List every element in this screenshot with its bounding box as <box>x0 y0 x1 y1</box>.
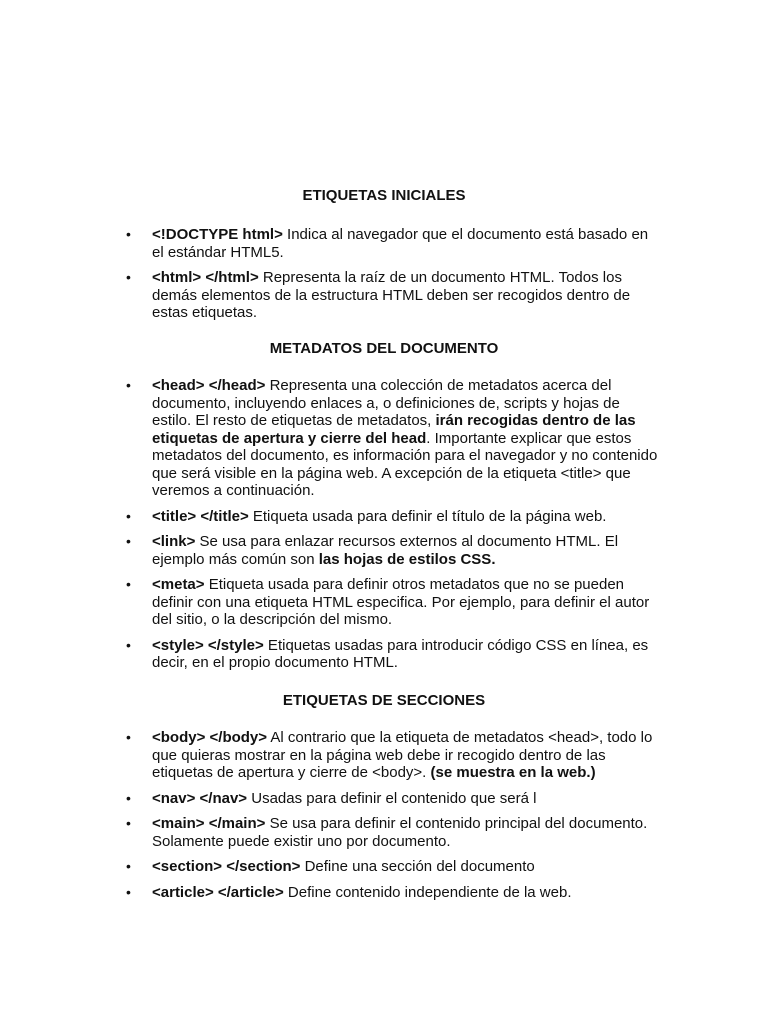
bullet-icon: • <box>126 729 131 745</box>
list-item <box>0 858 662 876</box>
heading-etiquetas-iniciales: ETIQUETAS INICIALES <box>302 187 466 204</box>
list-item <box>0 508 662 526</box>
bullet-icon: • <box>126 883 131 900</box>
list-metadatos-documento <box>0 377 768 672</box>
item-description: Define una sección del documento <box>300 858 535 875</box>
list-item <box>0 815 662 850</box>
list-item <box>0 377 662 500</box>
item-description: Representa una colección de metadatos acerca del documento, incluyendo enlaces a, o definiciones de, scripts y hojas de estilo. El resto de etiquetas de metadatos, <box>152 377 620 429</box>
bullet-icon: • <box>126 636 131 653</box>
item-description: Se usa para definir el contenido principal del documento. Solamente puede existir uno por documento. <box>152 815 648 850</box>
bullet-icon: • <box>126 789 131 806</box>
bullet-icon: • <box>126 377 131 393</box>
tag-name: <head> </head> <box>152 377 266 394</box>
list-etiquetas-secciones <box>0 729 768 901</box>
bullet-icon: • <box>126 576 131 592</box>
tag-name: <html> </html> <box>152 269 259 286</box>
list-item <box>0 576 662 629</box>
item-description: Indica al navegador que el documento está basado en el estándar HTML5. <box>152 226 649 261</box>
tag-name: <!DOCTYPE html> <box>152 226 283 243</box>
bullet-icon: • <box>126 507 131 524</box>
bullet-icon: • <box>126 858 131 874</box>
bullet-icon: • <box>126 269 131 285</box>
item-emphasis: (se muestra en la web.) <box>430 764 596 781</box>
tag-name: <meta> <box>152 576 205 593</box>
item-description: Usadas para definir el contenido que será l <box>247 789 537 807</box>
bullet-icon: • <box>126 226 131 242</box>
list-item <box>0 729 662 782</box>
list-item <box>0 533 662 568</box>
item-description: Etiqueta usada para definir otros metadatos que no se pueden definir con una etiqueta HTML especifica. Por ejemplo, para definir el autor del sitio, o la descripción del mismo. <box>152 576 650 628</box>
item-description: Representa la raíz de un documento HTML. Todos los demás elementos de la estructura HTML deben ser recogidos dentro de estas etiquetas. <box>152 269 631 321</box>
heading-etiquetas-secciones: ETIQUETAS DE SECCIONES <box>282 692 486 709</box>
list-etiquetas-iniciales <box>0 226 768 322</box>
tag-name: <link> <box>152 533 196 550</box>
item-emphasis: las hojas de estilos CSS. <box>318 550 496 568</box>
tag-name: <nav> </nav> <box>152 789 248 807</box>
item-description: Etiqueta usada para definir el título de la página web. <box>248 507 607 525</box>
tag-name: <main> </main> <box>152 815 266 832</box>
heading-metadatos-documento: METADATOS DEL DOCUMENTO <box>269 340 499 357</box>
item-description: Se usa para enlazar recursos externos al documento HTML. El ejemplo más común son <box>152 533 619 568</box>
list-item <box>0 790 662 808</box>
item-description: Define contenido independiente de la web. <box>283 883 572 901</box>
list-item <box>0 269 662 322</box>
tag-name: <body> </body> <box>152 729 268 746</box>
tag-name: <title> </title> <box>152 507 249 525</box>
item-emphasis: irán recogidas dentro de las etiquetas de apertura y cierre del head <box>152 412 636 447</box>
tag-name: <style> </style> <box>152 636 264 654</box>
list-item <box>0 637 662 672</box>
list-item <box>0 226 662 261</box>
list-item <box>0 884 662 902</box>
bullet-icon: • <box>126 815 131 831</box>
item-description: Al contrario que la etiqueta de metadatos <head>, todo lo que quieras mostrar en la página web debe ir recogido dentro de las etiquetas de apertura y cierre de <body>. <box>152 729 653 781</box>
bullet-icon: • <box>126 533 131 549</box>
tag-name: <article> </article> <box>152 883 284 901</box>
tag-name: <section> </section> <box>152 858 301 875</box>
item-description-cont: . Importante explicar que estos metadatos del documento, es información para el navegador y no contenido que será visible en la página web. A excepción de la etiqueta <title> que veremos a continuación. <box>152 429 658 499</box>
item-description: Etiquetas usadas para introducir código CSS en línea, es decir, en el propio documento HTML. <box>152 636 649 671</box>
